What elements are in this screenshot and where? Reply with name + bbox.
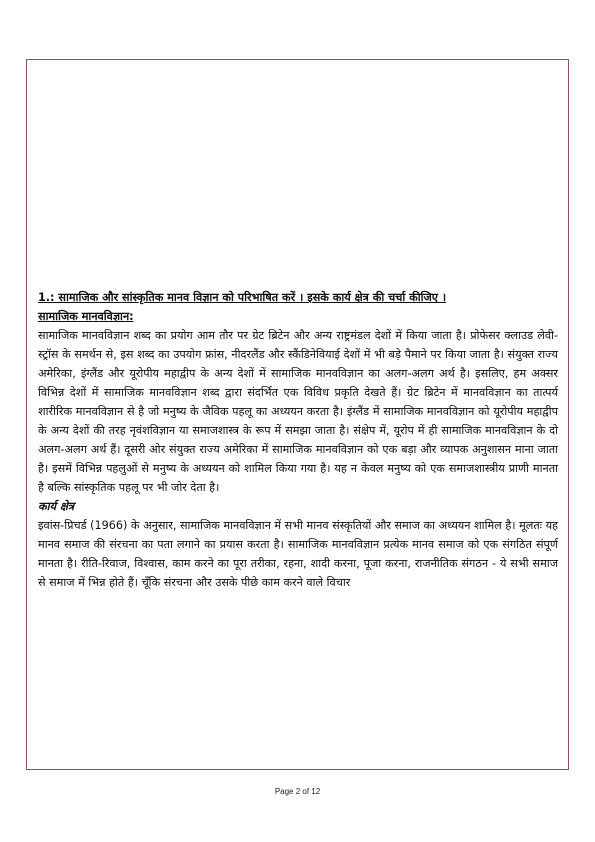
- question-heading: 1.: सामाजिक और सांस्कृतिक मानव विज्ञान को परिभाषित करें । इसके कार्य क्षेत्र की चर्चा कीजिए ।: [38, 291, 447, 304]
- section-paragraph-scope: इवांस-प्रिचर्ड (1966) के अनुसार, सामाजिक मानवविज्ञान में सभी मानव संस्कृतियों और समाज का अध्ययन शामिल है। मूलतः यह मानव समाज की संरचना का पता लगाने का प्रयास करता है। सामाजिक मानवविज्ञान प्रत्येक मानव समाज को एक संगठित संपूर्ण मानता है। रीति-रिवाज, विश्वास, काम करने का पूरा तरीका, रहना, शादी करना, पूजा करना, राजनीतिक संगठन - ये सभी समाज से समाज में भिन्न होते हैं। चूँकि संरचना और उसके पीछे काम करने वाले विचार: [38, 519, 558, 589]
- section-heading-social-anthropology: सामाजिक मानवविज्ञान:: [38, 310, 134, 323]
- page-number-footer: Page 2 of 12: [274, 787, 321, 796]
- document-body: [38, 289, 558, 592]
- section-paragraph-social-anthropology: सामाजिक मानवविज्ञान शब्द का प्रयोग आम तौर पर ग्रेट ब्रिटेन और अन्य राष्ट्रमंडल देशों में किया जाता है। प्रोफेसर क्लाउड लेवी-स्ट्रॉस के समर्थन से, इस शब्द का उपयोग फ्रांस, नीदरलैंड और स्कैंडिनेवियाई देशों में भी बड़े पैमाने पर किया जाता है। संयुक्त राज्य अमेरिका, इंग्लैंड और यूरोपीय महाद्वीप के अन्य देशों में सामाजिक मानवविज्ञान का अलग-अलग अर्थ है। इसलिए, हम अक्सर विभिन्न देशों में सामाजिक मानवविज्ञान शब्द द्वारा संदर्भित एक विविध प्रकृति देखते हैं। ग्रेट ब्रिटेन में मानवविज्ञान का तात्पर्य शारीरिक मानवविज्ञान से है जो मनुष्य के जैविक पहलू का अध्ययन करता है। इंग्लैंड में सामाजिक मानवविज्ञान को यूरोपीय महाद्वीप के अन्य देशों की तरह नृवंशविज्ञान या समाजशास्त्र के रूप में समझा जाता है। संक्षेप में, यूरोप में ही सामाजिक मानवविज्ञान के दो अलग-अलग अर्थ हैं। दूसरी ओर संयुक्त राज्य अमेरिका में सामाजिक मानवविज्ञान को एक बड़ा और व्यापक अनुशासन माना जाता है। इसमें विभिन्न पहलुओं से मनुष्य के अध्ययन को शामिल किया गया है। यह न केवल मनुष्य को एक समाजशास्त्रीय प्राणी मानता है बल्कि सांस्कृतिक पहलू पर भी जोर देता है।: [38, 329, 558, 494]
- section-heading-scope: कार्य क्षेत्र: [38, 500, 75, 513]
